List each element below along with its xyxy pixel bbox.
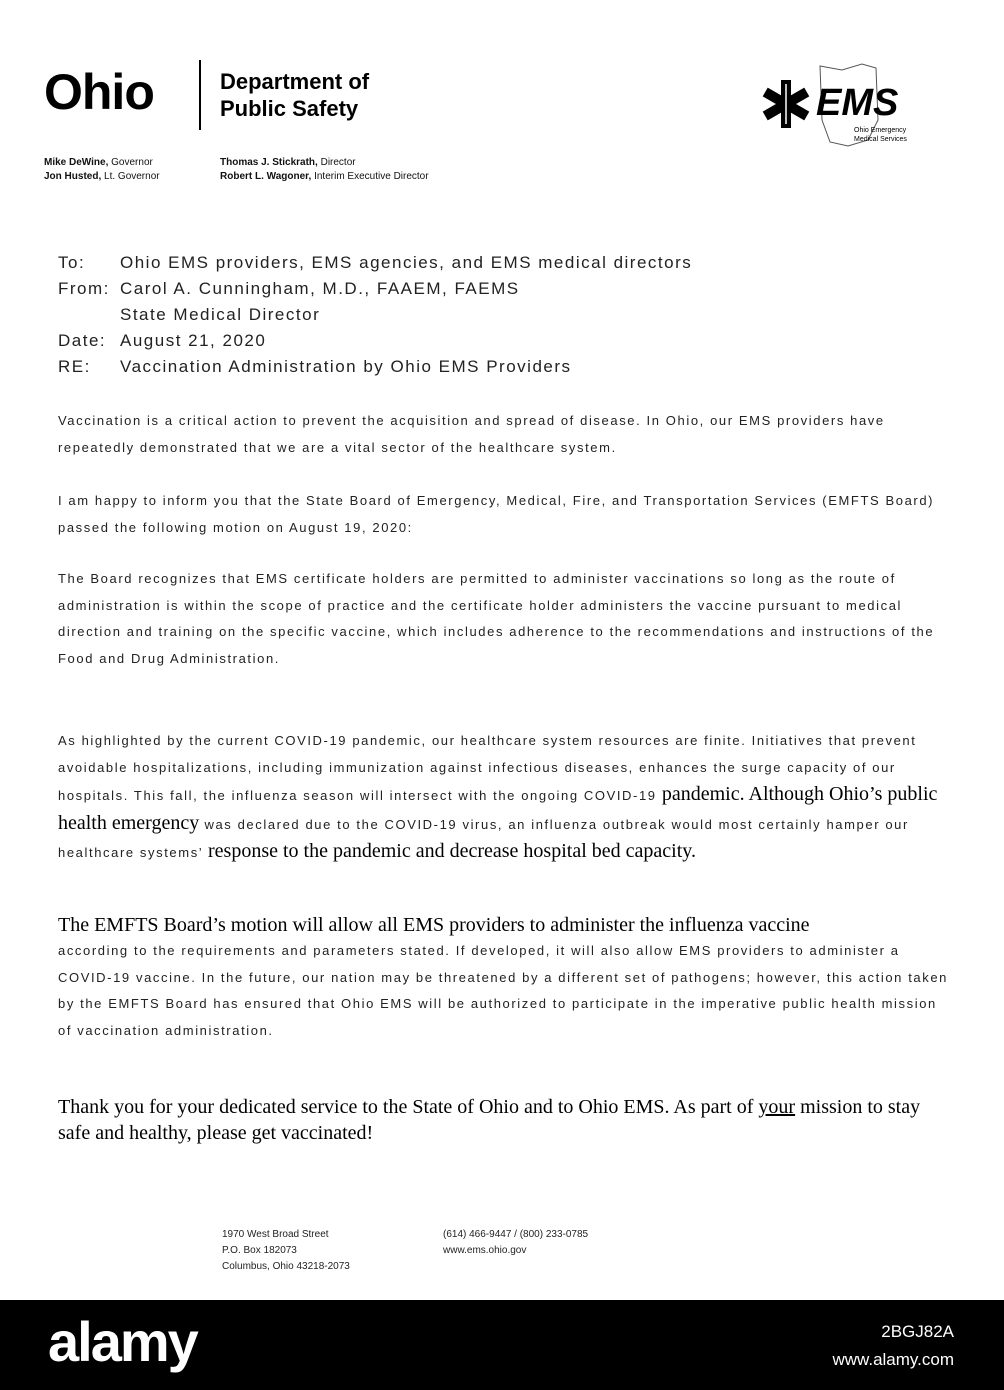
paragraph-5 <box>58 912 948 1044</box>
paragraph-5-part-a: The EMFTS Board’s motion will allow all EMS providers to administer the influenza vaccine <box>58 914 810 936</box>
department-line-2: Public Safety <box>220 96 359 121</box>
paragraph-4-part-d: response to the pandemic and decrease hospital bed capacity. <box>208 840 696 862</box>
paragraph-6-part-b: mission to stay safe and healthy, please get vaccinated! <box>58 1096 921 1144</box>
governor-name: Mike DeWine, <box>44 157 109 168</box>
ohio-logo: Ohio <box>44 64 154 120</box>
memo-header <box>58 250 958 380</box>
star-of-life-icon <box>763 80 810 128</box>
paragraph-3-motion: The Board recognizes that EMS certificate holders are permitted to administer vaccinations so long as the route of administration is within the scope of practice and the certificate holder administers the vaccine pursuant to medical direction and training on the specific vaccine, which includes adherence to the recommendations and instructions of the Food and Drug Administration. <box>58 571 935 666</box>
footer-phone: (614) 466-9447 / (800) 233-0785 <box>443 1229 589 1240</box>
stock-image-id: 2BGJ82A <box>881 1322 954 1341</box>
logo-divider <box>199 60 201 130</box>
memo-from-row <box>58 276 958 302</box>
lt-governor-name: Jon Husted, <box>44 171 102 182</box>
footer-contact <box>443 1227 588 1259</box>
department-name <box>220 68 369 122</box>
paragraph-6-closing <box>58 1094 948 1146</box>
footer-address-line-2: P.O. Box 182073 <box>222 1245 297 1256</box>
ems-logo-subtitle-2: Medical Services <box>854 136 907 143</box>
stock-watermark-bar <box>0 1300 1004 1390</box>
officials-governors <box>44 156 160 184</box>
interim-director-name: Robert L. Wagoner, <box>220 171 312 182</box>
memo-from-label: From: <box>58 279 110 298</box>
footer-address-line-1: 1970 West Broad Street <box>222 1229 329 1240</box>
stock-brand-logo: alamy <box>48 1310 197 1373</box>
memo-re-value: Vaccination Administration by Ohio EMS Providers <box>120 357 572 376</box>
department-line-1: Department of <box>220 69 370 94</box>
ems-logo-text: EMS <box>816 82 899 124</box>
ems-logo-subtitle-1: Ohio Emergency <box>854 127 907 134</box>
paragraph-5-part-b: according to the requirements and parameters stated. If developed, it will also allow EMS providers to administer a COVID-19 vaccine. In the future, our nation may be threatened by a different set of pathogens; however, this action taken by the EMFTS Board has ensured that Ohio EMS will be authorized to participate in the imperative public health mission of vaccination administration. <box>58 943 949 1038</box>
paragraph-1: Vaccination is a critical action to prevent the acquisition and spread of disease. In Ohio, our EMS providers have repeatedly demonstrated that we are a vital sector of the healthcare system. <box>58 413 885 455</box>
memo-to-label: To: <box>58 253 86 272</box>
memo-date-value: August 21, 2020 <box>120 331 267 350</box>
ohio-ems-logo <box>758 60 938 150</box>
memo-from-title: State Medical Director <box>120 305 321 324</box>
director-title: Director <box>317 157 356 168</box>
footer-address-line-3: Columbus, Ohio 43218-2073 <box>222 1261 350 1272</box>
paragraph-2: I am happy to inform you that the State Board of Emergency, Medical, Fire, and Transportation Services (EMFTS Board) passed the following motion on August 19, 2020: <box>58 493 935 535</box>
officials-directors <box>220 156 429 184</box>
director-name: Thomas J. Stickrath, <box>220 157 318 168</box>
memo-from-value: Carol A. Cunningham, M.D., FAAEM, FAEMS <box>120 279 520 298</box>
memo-date-row <box>58 328 958 354</box>
paragraph-4-part-b: pandemic. Although Ohio’s public health emergency <box>58 783 938 834</box>
interim-director-title: Interim Executive Director <box>311 171 429 182</box>
paragraph-6-part-a: Thank you for your dedicated service to the State of Ohio and to Ohio EMS. As part of <box>58 1096 759 1118</box>
paragraph-4-part-a: As highlighted by the current COVID-19 pandemic, our healthcare system resources are finite. Initiatives that prevent avoidable hospitalizations, including immunization against infectious diseases, enhances the surge capacity of our hospitals. This fall, the influenza season will intersect with the ongoing COVID-19 <box>58 733 917 803</box>
paragraph-6-underlined: your <box>758 1096 796 1118</box>
footer-website: www.ems.ohio.gov <box>443 1245 527 1256</box>
stock-url: www.alamy.com <box>832 1350 954 1369</box>
memo-re-label: RE: <box>58 357 91 376</box>
memo-re-row <box>58 354 958 380</box>
governor-title: Governor <box>108 157 153 168</box>
memo-from-title-row <box>58 302 958 328</box>
memo-to-row <box>58 250 958 276</box>
memo-to-value: Ohio EMS providers, EMS agencies, and EMS medical directors <box>120 253 693 272</box>
memo-date-label: Date: <box>58 331 107 350</box>
lt-governor-title: Lt. Governor <box>101 171 160 182</box>
paragraph-4 <box>58 728 948 867</box>
paragraph-4-part-c: was declared due to the COVID-19 virus, an influenza outbreak would most certainly hamper our healthcare systems’ <box>58 816 909 860</box>
footer-address <box>222 1227 350 1275</box>
